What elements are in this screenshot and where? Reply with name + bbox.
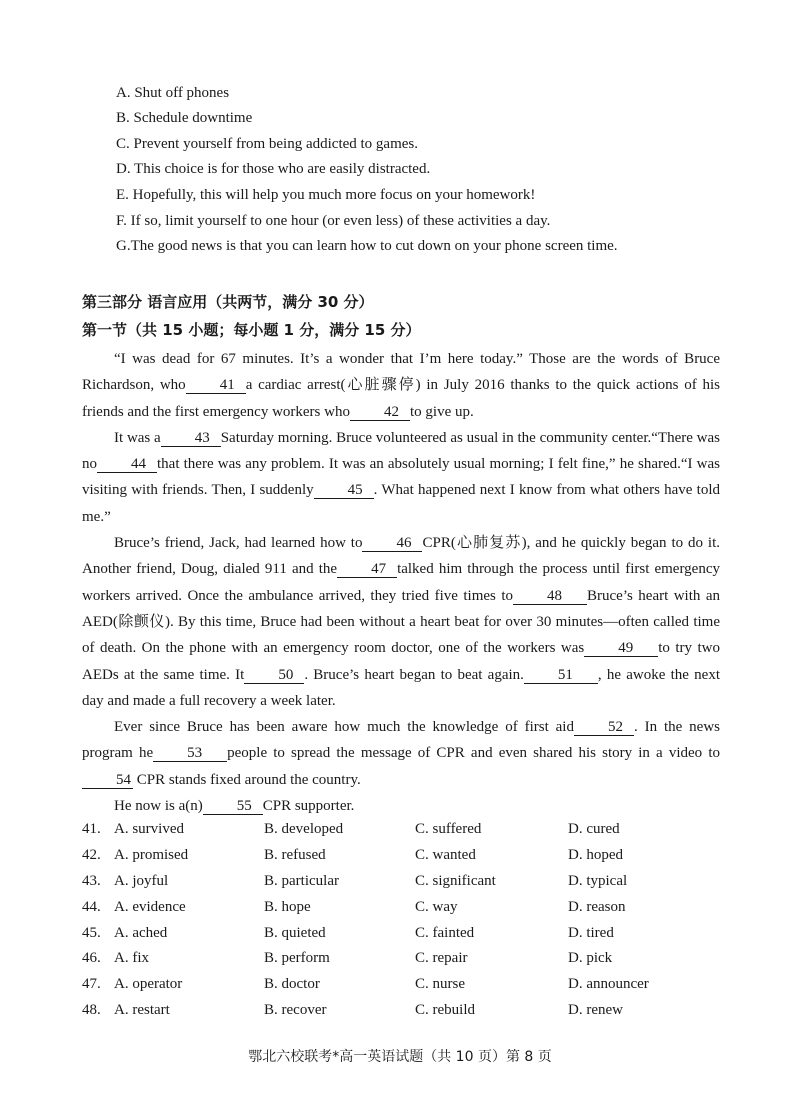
blank-51: 51 [524, 667, 598, 684]
choice-d: D. reason [568, 898, 626, 915]
choice-a: A. survived [114, 821, 184, 837]
passage-paragraph-4 [82, 714, 720, 793]
cloze-passage [82, 346, 720, 819]
choice-b: B. developed [264, 821, 344, 837]
blank-43: 43 [161, 430, 221, 447]
choice-a: A. restart [114, 1002, 170, 1019]
passage-text: Ever since Bruce has been aware how much the knowledge of first aid [114, 719, 574, 736]
option-e: E. Hopefully, this will help you much more focus on your homework! [116, 187, 536, 203]
option-g: G.The good news is that you can learn how to cut down on your phone screen time. [116, 238, 618, 254]
choice-d: D. typical [568, 872, 628, 889]
choice-c: C. rebuild [415, 1002, 475, 1019]
passage-text: Saturday morning. Bruce volunteered as usual in the community center.“There was no [82, 429, 720, 473]
blank-53: 53 [153, 745, 227, 762]
blank-52: 52 [574, 719, 634, 736]
choice-b: B. recover [264, 1002, 327, 1019]
choice-a: A. joyful [114, 872, 169, 889]
question-number: 47. [82, 976, 101, 993]
passage-text: to try two AEDs at the same time. It [82, 640, 720, 683]
blank-44: 44 [97, 456, 157, 473]
passage-text: . What happened next I know from what others have told me.” [82, 482, 720, 525]
option-b: B. Schedule downtime [116, 110, 253, 126]
choice-d: D. announcer [568, 976, 649, 993]
choice-c: C. nurse [415, 976, 465, 993]
question-number: 42. [82, 846, 101, 863]
choice-d: D. hoped [568, 846, 623, 863]
passage-text: people to spread the message of CPR and even shared his story in a video to [227, 745, 720, 762]
choice-a: A. promised [114, 846, 189, 863]
choice-b: B. particular [264, 872, 339, 889]
passage-paragraph-2 [82, 425, 720, 530]
choice-b: B. perform [264, 950, 330, 967]
blank-41: 41 [186, 377, 246, 394]
option-a: A. Shut off phones [116, 85, 230, 101]
choice-b: B. doctor [264, 976, 320, 993]
passage-paragraph-1 [82, 346, 720, 425]
question-number: 44. [82, 898, 101, 915]
passage-text: Bruce’s friend, Jack, had learned how to [114, 535, 363, 552]
passage-text: a cardiac arrest(心脏骤停) in July 2016 thanks to the quick actions of his friends and the first emergency workers who [82, 377, 720, 420]
choice-b: B. quieted [264, 924, 326, 941]
choice-c: C. significant [415, 872, 496, 889]
section-heading: 第三部分 语言应用（共两节，满分 30 分） [82, 293, 374, 311]
page-footer: 鄂北六校联考*高一英语试题（共 10 页）第 8 页 [248, 1049, 552, 1065]
passage-text: , he awoke the next day and made a full recovery a week later. [82, 666, 720, 709]
choice-d: D. pick [568, 950, 613, 967]
passage-text: CPR(心肺复苏), and he quickly began to do it. Another friend, Doug, dialed 911 and the [82, 535, 720, 578]
passage-text: talked him through the process until first emergency workers arrived. Once the ambulance arrived, they tried five times to [82, 561, 720, 604]
choice-b: B. hope [264, 898, 311, 915]
passage-text: . Bruce’s heart began to beat again. [304, 666, 524, 683]
question-number: 46. [82, 950, 101, 967]
choice-a: A. ached [114, 924, 168, 941]
option-f: F. If so, limit yourself to one hour (or even less) of these activities a day. [116, 213, 551, 229]
blank-50: 50 [244, 667, 304, 684]
passage-text: . In the news program he [82, 719, 721, 762]
choice-d: D. cured [568, 821, 620, 837]
blank-49: 49 [584, 640, 658, 657]
passage-text: that there was any problem. It was an absolutely usual morning; I felt fine,” he shared.“I was visiting with friends. Then, I suddenly [82, 456, 720, 499]
question-number: 48. [82, 1002, 101, 1019]
question-number: 45. [82, 924, 101, 941]
choice-c: C. way [415, 898, 458, 915]
passage-text: Bruce’s heart with an AED(除颤仪). By this time, Bruce had been without a heart beat for over 30 minutes—often called time of death. On the phone with an emergency room doctor, one of the workers was [82, 587, 720, 657]
passage-text: CPR supporter. [262, 798, 355, 815]
passage-text: He now is a(n) [114, 798, 203, 815]
choice-a: A. fix [114, 950, 149, 967]
passage-text: CPR stands fixed around the country. [136, 771, 361, 788]
blank-42: 42 [350, 404, 410, 421]
choice-d: D. tired [568, 924, 614, 941]
passage-text: It was a [114, 429, 161, 446]
blank-47: 47 [337, 561, 397, 578]
passage-text: to give up. [409, 403, 474, 420]
blank-45: 45 [314, 482, 374, 499]
choice-a: A. evidence [114, 898, 186, 915]
passage-paragraph-3 [82, 530, 720, 714]
blank-55: 55 [203, 798, 263, 815]
choice-c: C. suffered [415, 821, 482, 837]
choice-c: C. fainted [415, 924, 475, 941]
passage-paragraph-5 [82, 793, 720, 819]
choice-c: C. wanted [415, 846, 476, 863]
choice-c: C. repair [415, 950, 468, 967]
blank-46: 46 [362, 535, 422, 552]
question-number: 41. [82, 821, 101, 837]
choice-d: D. renew [568, 1002, 623, 1019]
option-c: C. Prevent yourself from being addicted to games. [116, 136, 419, 152]
choice-b: B. refused [264, 846, 326, 863]
subsection-heading: 第一节（共 15 小题；每小题 1 分，满分 15 分） [82, 321, 421, 339]
blank-48: 48 [513, 588, 587, 605]
option-d: D. This choice is for those who are easily distracted. [116, 161, 431, 177]
passage-text: “I was dead for 67 minutes. It’s a wonder that I’m here today.” Those are the words of Bruce Richardson, who [82, 351, 720, 394]
question-number: 43. [82, 872, 101, 889]
choice-a: A. operator [114, 976, 183, 993]
blank-54: 54 [82, 772, 133, 789]
